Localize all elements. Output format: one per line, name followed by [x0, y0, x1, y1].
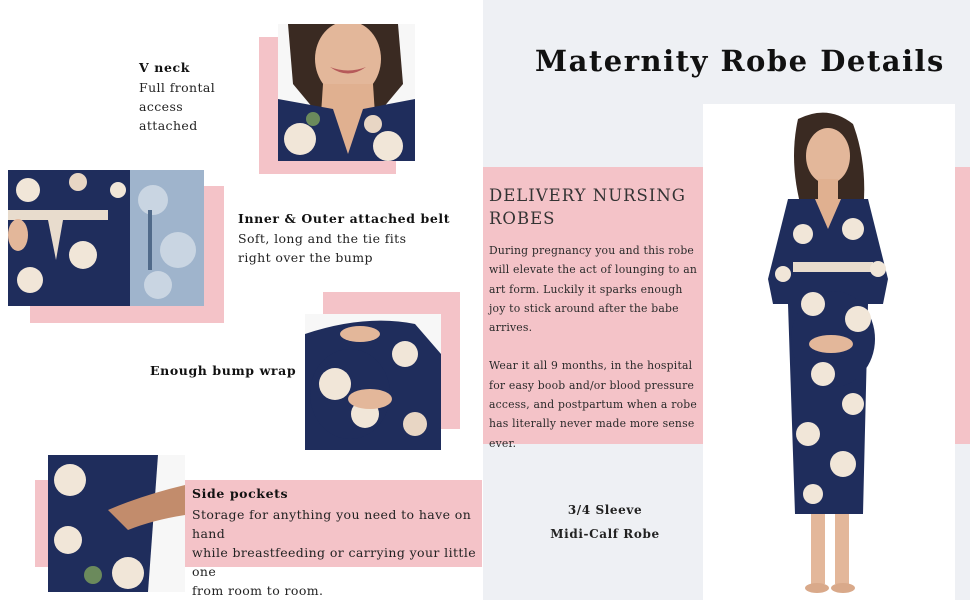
vneck-photo	[278, 24, 415, 161]
right-pink-strip	[955, 167, 970, 444]
info-card	[483, 167, 703, 450]
vneck-desc-line: attached	[139, 118, 198, 133]
pockets-desc	[192, 505, 482, 600]
length-label: Midi-Calf Robe	[550, 527, 660, 541]
info-card-title-line: DELIVERY NURSING	[489, 186, 686, 205]
bump-photo	[305, 314, 441, 450]
belt-title: Inner & Outer attached belt	[238, 211, 451, 226]
pockets-photo	[48, 455, 185, 592]
pockets-title: Side pockets	[192, 486, 289, 501]
info-card-paragraph: Wear it all 9 months, in the hospital for easy boob and/or blood pressure access, and postpartum when a robe has literally never made more sense ever.	[489, 359, 697, 450]
belt-photo-inner	[108, 170, 204, 306]
belt-desc-line: right over the bump	[238, 250, 373, 265]
bump-title: Enough bump wrap	[150, 363, 297, 378]
pockets-desc-line: Storage for anything you need to have on hand	[192, 507, 472, 541]
info-card-paragraph: During pregnancy you and this robe will elevate the act of lounging to an art form. Luckily it sparks enough joy to stick around after the babe arrives.	[489, 244, 698, 335]
pockets-desc-line: from room to room.	[192, 583, 324, 598]
vneck-desc	[139, 78, 259, 135]
belt-photo-front	[8, 170, 108, 306]
vneck-desc-line: Full frontal access	[139, 80, 216, 114]
page-title: Maternity Robe Details	[535, 44, 945, 78]
belt-desc	[238, 229, 418, 267]
belt-desc-line: Soft, long and the tie fits	[238, 231, 407, 246]
model-photo	[703, 104, 955, 600]
pockets-desc-line: while breastfeeding or carrying your little one	[192, 545, 477, 579]
sleeve-label: 3/4 Sleeve	[567, 503, 643, 517]
info-card-body	[489, 241, 699, 453]
info-card-title	[489, 184, 699, 230]
info-card-title-line: ROBES	[489, 209, 556, 228]
vneck-title: V neck	[139, 60, 190, 75]
